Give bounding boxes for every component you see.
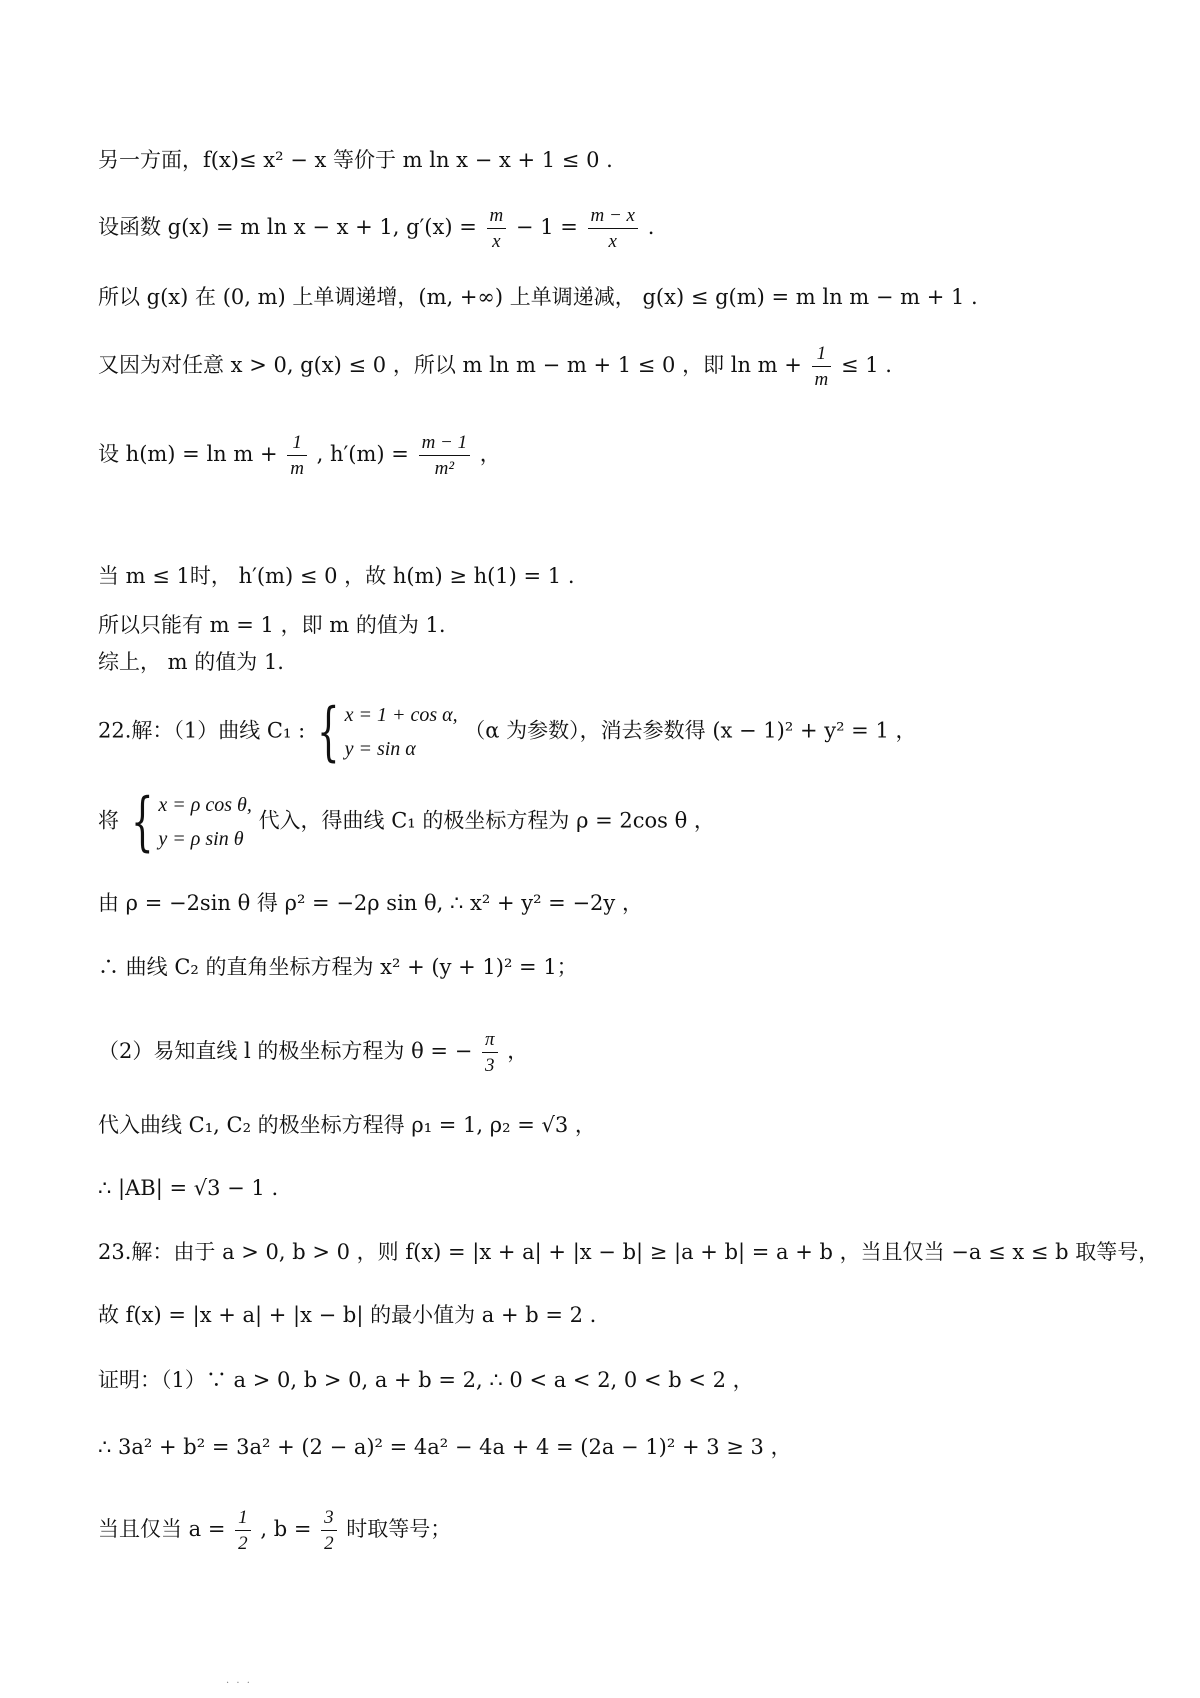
text-line-1 xyxy=(98,150,1118,171)
text-line-12: ∴ 曲线 C₂ 的直角坐标方程为 x² + (y + 1)² = 1； xyxy=(98,955,578,979)
fraction-1-over-m: $\frac{1}{m}$ xyxy=(287,433,307,478)
text-line-15: ∴ |AB| = √3 − 1 . xyxy=(98,1176,279,1200)
text-line-5: 设 h(m) = ln m + $\frac{1}{m}$ , h′(m) = $\frac{m - 1}{\text{m²}}$ ， xyxy=(98,432,501,479)
text-line-4: 又因为对任意 x > 0, g(x) ≤ 0 ，所以 m ln m − m + 1 ≤ 0 ，即 ln m + $\frac{1}{m}$ ≤ 1 . xyxy=(98,343,892,390)
fraction-m-over-x: $\frac{m}{x}$ xyxy=(487,206,507,251)
fraction-m-minus-1-over-m-squared: $\frac{m - 1}{\text{m²}}$ xyxy=(419,433,471,478)
fraction-pi-over-3: $\frac{\pi}{3}$ xyxy=(482,1030,498,1075)
left-brace: { xyxy=(130,785,154,859)
text-line-7: 所以只能有 m = 1 ，即 m 的值为 1. xyxy=(98,613,446,637)
text-line-14: 代入曲线 C₁, C₂ 的极坐标方程得 ρ₁ = 1, ρ₂ = √3 ， xyxy=(98,1113,596,1137)
fraction-3-over-2: $\frac{3}{2}$ xyxy=(321,1508,337,1553)
text-line-9: 22.解：（1）曲线 C₁ : { x = 1 + cos α, y = sin α （α 为参数），消去参数得 (x − 1)² + y² = 1 ， xyxy=(98,695,917,769)
line-2-prefix: 设函数 g(x) = m ln x − x + 1, g′(x) = xyxy=(98,215,477,239)
fraction-m-minus-x-over-x: $\frac{m - x}{x}$ xyxy=(588,206,638,251)
fraction-1-over-m: $\frac{1}{m}$ xyxy=(812,344,832,389)
text-line-6: 当 m ≤ 1时， h′(m) ≤ 0 ，故 h(m) ≥ h(1) = 1 . xyxy=(98,564,575,588)
text-line-2: 设函数 g(x) = m ln x − x + 1, g′(x) = $\frac{m}{x}$ − 1 = $\frac{m - x}{x}$ . xyxy=(98,205,655,252)
text-line-20: 当且仅当 a = $\frac{1}{2}$ , b = $\frac{3}{2}$ 时取等号； xyxy=(98,1507,452,1554)
text-line-11: 由 ρ = −2sin θ 得 ρ² = −2ρ sin θ, ∴ x² + y² = −2y ， xyxy=(98,891,643,915)
text-line-10: 将 { x = ρ cos θ, y = ρ sin θ 代入，得曲线 C₁ 的极坐标方程为 ρ = 2cos θ ， xyxy=(98,785,715,859)
text-line-18: 证明：（1）∵ a > 0, b > 0, a + b = 2, ∴ 0 < a < 2, 0 < b < 2 ， xyxy=(98,1368,754,1392)
text-line-3: 所以 g(x) 在 (0, m) 上单调递增，(m, +∞) 上单调递减， g(x) ≤ g(m) = m ln m − m + 1 . xyxy=(98,285,978,309)
equation-system-c1: { x = 1 + cos α, y = sin α xyxy=(317,695,458,769)
text-line-13: （2）易知直线 l 的极坐标方程为 θ = − $\frac{\pi}{3}$ ， xyxy=(98,1029,529,1076)
text-line-8: 综上， m 的值为 1. xyxy=(98,650,284,674)
text-line-17: 故 f(x) = |x + a| + |x − b| 的最小值为 a + b = 2 . xyxy=(98,1303,597,1327)
footer-marker: · · · xyxy=(226,1678,252,1689)
left-brace: { xyxy=(317,695,340,769)
text-line-16: 23.解：由于 a > 0, b > 0 ，则 f(x) = |x + a| + |x − b| ≥ |a + b| = a + b ，当且仅当 −a ≤ x ≤ b 取等号， xyxy=(98,1240,1160,1264)
line-2-mid: − 1 = xyxy=(515,215,578,239)
equation-system-polar: { x = ρ cos θ, y = ρ sin θ xyxy=(130,785,252,859)
fraction-1-over-2: $\frac{1}{2}$ xyxy=(235,1508,251,1553)
line-1-text: 另一方面，f(x)≤ x² − x 等价于 m ln x − x + 1 ≤ 0 . xyxy=(98,148,613,172)
text-line-19: ∴ 3a² + b² = 3a² + (2 − a)² = 4a² − 4a + 4 = (2a − 1)² + 3 ≥ 3 ， xyxy=(98,1435,792,1459)
